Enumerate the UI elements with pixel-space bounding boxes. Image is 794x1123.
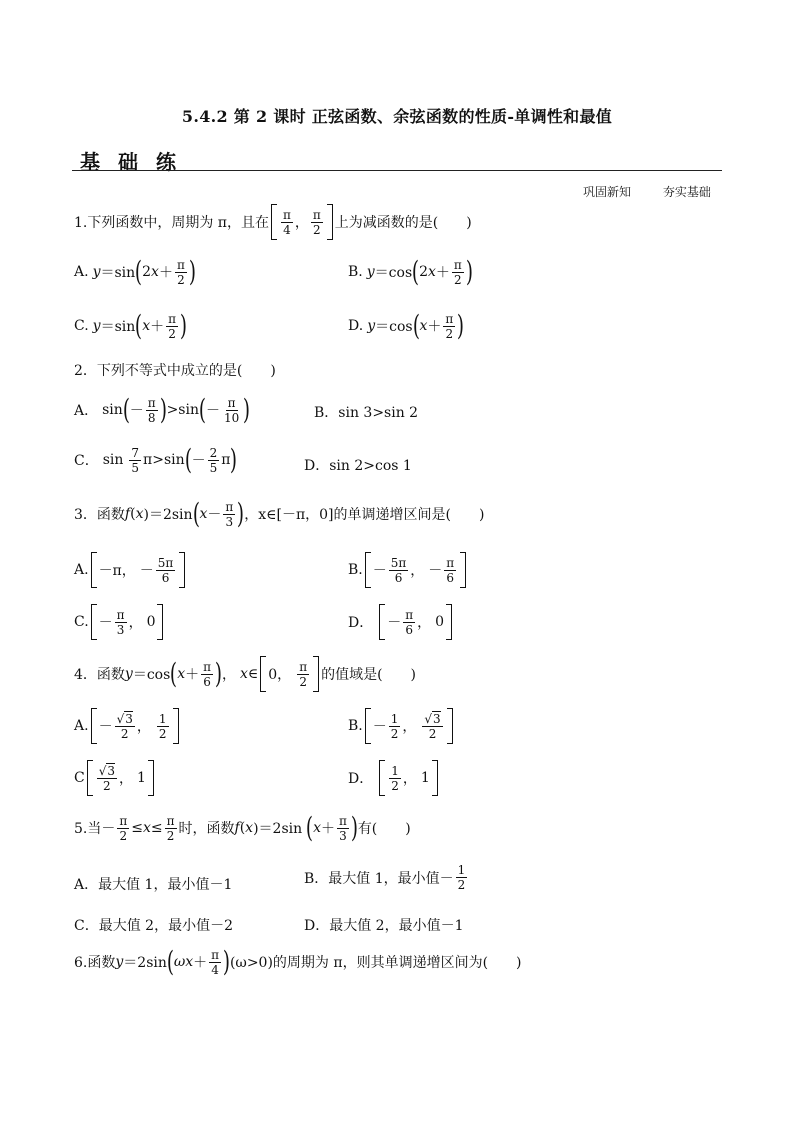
q3-option-a[interactable]: A. －π， － $\frac{5\pi}{6}$ bbox=[74, 552, 187, 588]
q5-option-a[interactable]: A．最大值 1，最小值－1 bbox=[74, 877, 233, 893]
q1-stem-start: 1.下列函数中，周期为 π，且在 bbox=[74, 215, 270, 231]
q4-option-a[interactable]: A. － $\frac{√3}{2}$ ， $\frac{1}{2}$ bbox=[74, 708, 181, 744]
section-tags bbox=[583, 183, 739, 200]
q3-option-d[interactable]: D． － $\frac{\pi}{6}$ ， 0 bbox=[348, 604, 454, 640]
question-5: 5.当 － $\frac{\pi}{2}$ ≤ x ≤ $\frac{\pi}{2}$ 时，函数 f ( x )＝2sin ( x ＋ $\frac{\pi}{3}$ ) 有( ) bbox=[74, 811, 411, 844]
q1-option-d[interactable]: D. y ＝cos ( x ＋ $\frac{\pi}{2}$ ) bbox=[348, 309, 465, 342]
q5-option-d[interactable]: D．最大值 2，最小值－1 bbox=[304, 918, 464, 934]
q1-option-b[interactable]: B. y ＝cos ( 2 x ＋ $\frac{\pi}{2}$ ) bbox=[348, 255, 473, 288]
q3-option-c[interactable]: C. － $\frac{\pi}{3}$ ， 0 bbox=[74, 604, 165, 640]
q5-option-c[interactable]: C．最大值 2，最小值－2 bbox=[74, 918, 233, 934]
q2-option-a[interactable]: A． sin ( － $\frac{\pi}{8}$ ) >sin ( － $\frac{\pi}{10}$ ) bbox=[74, 393, 251, 426]
question-2: 2．下列不等式中成立的是( ) bbox=[74, 363, 276, 379]
question-1: 1.下列函数中，周期为 π，且在 $\frac{\pi}{4}$ ， $\frac{\pi}{2}$ 上为减函数的是( ) bbox=[74, 204, 472, 240]
q2-option-b[interactable]: B．sin 3>sin 2 bbox=[314, 405, 419, 421]
question-3: 3．函数 f ( x )＝2sin ( x － $\frac{\pi}{3}$ ) ，x∈[－π，0]的单调递增区间是( ) bbox=[74, 497, 485, 530]
q2-option-d[interactable]: D．sin 2>cos 1 bbox=[304, 458, 412, 474]
question-4: 4．函数 y ＝cos ( x ＋ $\frac{\pi}{6}$ ) ， x ∈ 0， $\frac{\pi}{2}$ 的值域是( ) bbox=[74, 657, 417, 690]
q5-option-b[interactable]: B．最大值 1，最小值－ $\frac{1}{2}$ bbox=[304, 863, 466, 892]
q3-option-b[interactable]: B. － $\frac{5\pi}{6}$ ， － $\frac{\pi}{6}$ bbox=[348, 552, 468, 588]
tag-consolidate: 巩固新知 bbox=[583, 185, 632, 199]
q1-option-a[interactable]: A. y ＝sin ( 2 x ＋ $\frac{\pi}{2}$ ) bbox=[74, 255, 196, 288]
q4-option-b[interactable]: B. － $\frac{1}{2}$ ， $\frac{√3}{2}$ bbox=[348, 708, 455, 744]
heading-rule bbox=[72, 170, 722, 171]
q4-option-d[interactable]: D． $\frac{1}{2}$ ， 1 bbox=[348, 760, 440, 796]
q2-option-c[interactable]: C． sin $\frac{7}{5}$ π>sin ( － $\frac{2}{5}$ π ) bbox=[74, 443, 238, 476]
q1-option-c[interactable]: C. y ＝sin ( x ＋ $\frac{\pi}{2}$ ) bbox=[74, 309, 188, 342]
q4-option-c[interactable]: C $\frac{√3}{2}$ ， 1 bbox=[74, 760, 156, 796]
section-heading: 基础练 bbox=[80, 150, 194, 174]
q1-stem-end: 上为减函数的是( ) bbox=[334, 215, 472, 231]
question-6: 6.函数 y ＝2sin ( ωx ＋ $\frac{\pi}{4}$ ) (ω>0)的周期为 π，则其单调递增区间为( ) bbox=[74, 945, 522, 978]
page-title: 5.4.2 第 2 课时 正弦函数、余弦函数的性质-单调性和最值 bbox=[181, 107, 613, 126]
tag-foundation: 夯实基础 bbox=[662, 185, 711, 199]
